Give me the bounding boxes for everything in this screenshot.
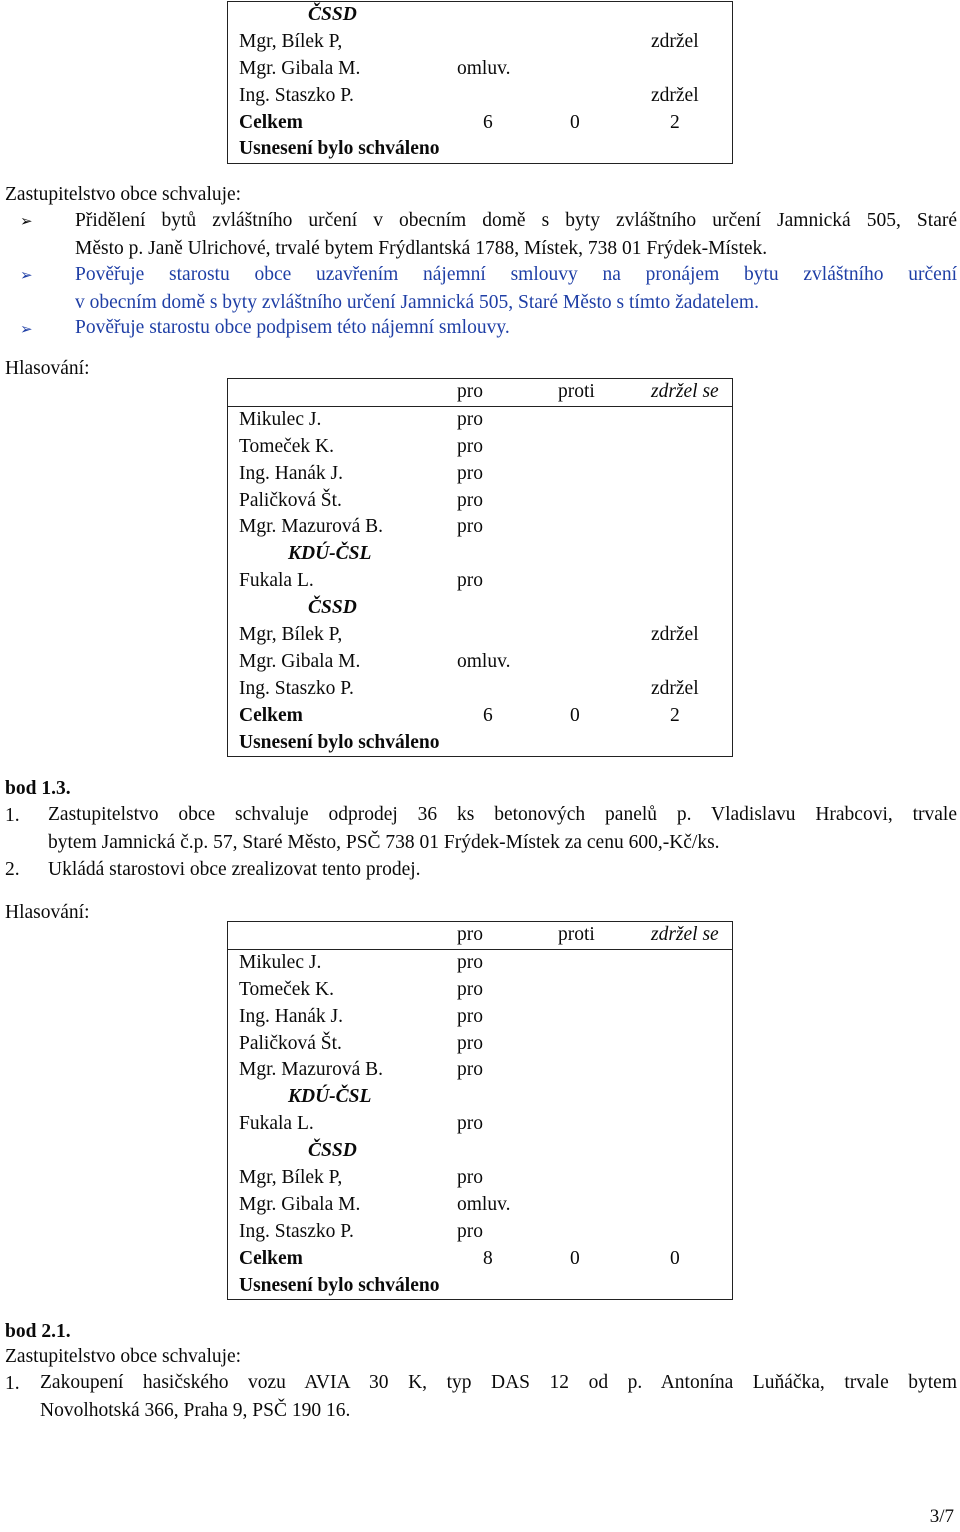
vote-pro: pro: [457, 1220, 483, 1242]
vote-table-2: [227, 921, 733, 1300]
table-row: [228, 514, 732, 541]
table-row: [228, 1031, 732, 1058]
member-name: Fukala L.: [239, 570, 314, 592]
table-row: [228, 407, 732, 434]
member-name: Mgr, Bílek P,: [239, 624, 343, 646]
bullet1-line1: Přidělení bytů zvláštního určení v obecním domě s byty zvláštního určení Jamnická 505, Staré: [75, 210, 957, 231]
table-row: [228, 434, 732, 461]
item-number: 1.: [5, 805, 20, 826]
section3-item1-line2: Novolhotská 366, Praha 9, PSČ 190 16.: [40, 1400, 351, 1421]
vote-zdrzel: zdržel: [651, 30, 699, 52]
party-label: KDÚ-ČSL: [288, 543, 372, 565]
party-label: KDÚ-ČSL: [288, 1086, 372, 1108]
vote-table-continued: [227, 1, 733, 164]
header-proti: proti: [558, 924, 595, 945]
member-name: Mgr. Gibala M.: [239, 1193, 361, 1215]
member-name: Mgr. Mazurová B.: [239, 516, 384, 538]
vote-pro: pro: [457, 1167, 483, 1189]
table-row: [228, 595, 732, 622]
table-row: [228, 676, 732, 703]
result-text: Usnesení bylo schváleno: [239, 731, 440, 753]
table-row: [228, 1165, 732, 1192]
header-pro: pro: [457, 381, 483, 402]
vote-table-1: [227, 378, 733, 757]
vote-pro: omluv.: [457, 650, 511, 672]
bod-heading: bod 2.1.: [5, 1321, 71, 1342]
member-name: Ing. Hanák J.: [239, 1005, 343, 1027]
vote-pro: omluv.: [457, 1193, 511, 1215]
bullet1-line2: Město p. Janě Ulrichové, trvalé bytem Frýdlantská 1788, Místek, 738 01 Frýdek-Místek.: [75, 238, 768, 259]
vote-pro: omluv.: [457, 57, 511, 79]
celkem-proti: 0: [570, 111, 580, 133]
vote-pro: pro: [457, 1005, 483, 1027]
party-label: ČSSD: [308, 1140, 357, 1162]
member-name: Mikulec J.: [239, 951, 322, 973]
hlasovani-label: Hlasování:: [5, 902, 90, 923]
member-name: Fukala L.: [239, 1113, 314, 1135]
arrow-bullet-icon: ➢: [20, 268, 33, 284]
result-text: Usnesení bylo schváleno: [239, 1274, 440, 1296]
party-label: ČSSD: [308, 4, 357, 25]
celkem-label: Celkem: [239, 111, 303, 133]
member-name: Paličková Št.: [239, 489, 342, 511]
header-zdrzel: zdržel se: [651, 924, 719, 945]
celkem-zdrzel: 2: [670, 111, 680, 133]
table-row: [228, 950, 732, 977]
celkem-pro: 6: [483, 111, 493, 133]
party-label: ČSSD: [308, 597, 357, 619]
item-number: 1.: [5, 1373, 20, 1394]
member-name: Tomeček K.: [239, 435, 335, 457]
item-number: 2.: [5, 859, 20, 880]
member-name: Tomeček K.: [239, 978, 335, 1000]
member-name: Ing. Staszko P.: [239, 84, 354, 106]
header-proti: proti: [558, 381, 595, 402]
bullet2-line2: v obecním domě s byty zvláštního určení Jamnická 505, Staré Město s tímto žadatelem.: [75, 292, 759, 313]
table-row: [228, 29, 732, 56]
vote-pro: pro: [457, 462, 483, 484]
table-row: [228, 1004, 732, 1031]
bod-heading: bod 1.3.: [5, 778, 71, 799]
section1-intro: Zastupitelstvo obce schvaluje:: [5, 184, 242, 205]
member-name: Mgr, Bílek P,: [239, 1167, 343, 1189]
table-row: [228, 1192, 732, 1219]
celkem-pro: 6: [483, 704, 493, 726]
table-row: [228, 83, 732, 110]
vote-pro: pro: [457, 1059, 483, 1081]
vote-pro: pro: [457, 489, 483, 511]
member-name: Ing. Staszko P.: [239, 677, 354, 699]
table-row: [228, 1138, 732, 1165]
table-row: [228, 1057, 732, 1084]
page-number: 3/7: [929, 1506, 954, 1527]
vote-zdrzel: zdržel: [651, 677, 699, 699]
section3-intro: Zastupitelstvo obce schvaluje:: [5, 1346, 242, 1367]
member-name: Mgr, Bílek P,: [239, 30, 343, 52]
table-row: [228, 56, 732, 83]
celkem-label: Celkem: [239, 704, 303, 726]
celkem-zdrzel: 2: [670, 704, 680, 726]
celkem-proti: 0: [570, 1247, 580, 1269]
vote-pro: pro: [457, 516, 483, 538]
celkem-pro: 8: [483, 1247, 493, 1269]
section2-item1-line2: bytem Jamnická č.p. 57, Staré Město, PSČ 738 01 Frýdek-Místek za cenu 600,-Kč/ks.: [48, 832, 720, 853]
member-name: Mikulec J.: [239, 408, 322, 430]
bullet3: Pověřuje starostu obce podpisem této nájemní smlouvy.: [75, 317, 510, 338]
result-text: Usnesení bylo schváleno: [239, 138, 440, 160]
member-name: Ing. Hanák J.: [239, 462, 343, 484]
member-name: Ing. Staszko P.: [239, 1220, 354, 1242]
vote-pro: pro: [457, 1113, 483, 1135]
section3-item1-line1: Zakoupení hasičského vozu AVIA 30 K, typ DAS 12 od p. Antonína Luňáčka, trvale bytem: [40, 1372, 957, 1393]
vote-pro: pro: [457, 408, 483, 430]
vote-pro: pro: [457, 435, 483, 457]
table-row: [228, 1111, 732, 1138]
vote-pro: pro: [457, 978, 483, 1000]
celkem-proti: 0: [570, 704, 580, 726]
table-row: [228, 649, 732, 676]
member-name: Mgr. Mazurová B.: [239, 1059, 384, 1081]
table-row: [228, 568, 732, 595]
vote-pro: pro: [457, 1032, 483, 1054]
vote-pro: pro: [457, 570, 483, 592]
vote-zdrzel: zdržel: [651, 84, 699, 106]
table-row: [228, 622, 732, 649]
bullet2-line1: Pověřuje starostu obce uzavřením nájemní smlouvy na pronájem bytu zvláštního určení: [75, 264, 957, 285]
arrow-bullet-icon: ➢: [20, 214, 33, 230]
member-name: Mgr. Gibala M.: [239, 650, 361, 672]
section2-item2: Ukládá starostovi obce zrealizovat tento prodej.: [48, 859, 421, 880]
header-zdrzel: zdržel se: [651, 381, 719, 402]
arrow-bullet-icon: ➢: [20, 322, 33, 338]
hlasovani-label: Hlasování:: [5, 358, 90, 379]
table-row: [228, 1084, 732, 1111]
table-row: [228, 2, 732, 29]
vote-pro: pro: [457, 951, 483, 973]
table-row: [228, 1219, 732, 1246]
section2-item1-line1: Zastupitelstvo obce schvaluje odprodej 36 ks betonových panelů p. Vladislavu Hrabcovi, trvale: [48, 804, 957, 825]
table-row: [228, 541, 732, 568]
table-row: [228, 977, 732, 1004]
table-row: [228, 488, 732, 515]
member-name: Mgr. Gibala M.: [239, 57, 361, 79]
celkem-label: Celkem: [239, 1247, 303, 1269]
vote-zdrzel: zdržel: [651, 624, 699, 646]
header-pro: pro: [457, 924, 483, 945]
member-name: Paličková Št.: [239, 1032, 342, 1054]
table-row: [228, 461, 732, 488]
celkem-zdrzel: 0: [670, 1247, 680, 1269]
